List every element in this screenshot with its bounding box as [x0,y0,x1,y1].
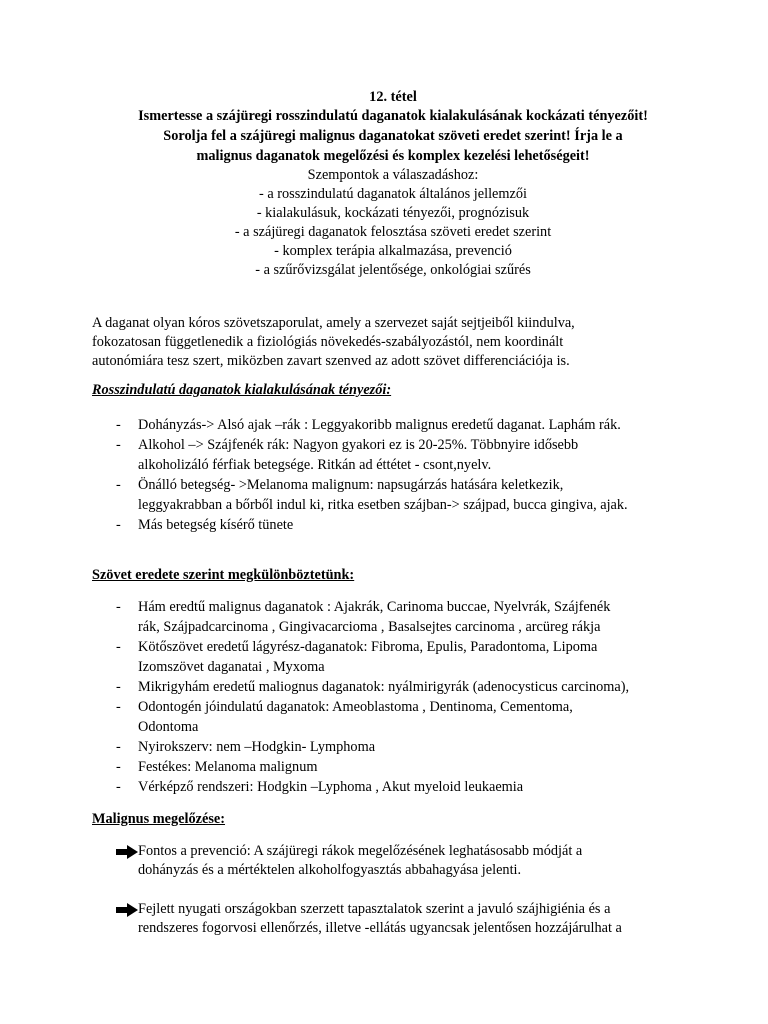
question-line-3: malignus daganatok megelőzési és komplex kezelési lehetőségeit! [196,148,590,164]
risk-item-line: alkoholizáló férfiak betegsége. Ritkán ad éttétet - csont,nyelv. [138,457,492,473]
bullet-dash: - [116,759,121,775]
bullet-dash: - [116,437,121,453]
criteria-item: - a rosszindulatú daganatok általános jellemzői [259,186,527,202]
tissue-item-line: Vérképző rendszeri: Hodgkin –Lyphoma , Akut myeloid leukaemia [138,779,524,795]
intro-line: fokozatosan függetlenedik a fiziológiás növekedés-szabályozástól, nem koordinált [92,334,564,350]
bullet-dash: - [116,679,121,695]
arrow-right-icon [115,845,139,859]
tissue-heading: Szövet eredete szerint megkülönböztetünk: [92,567,355,583]
bullet-dash: - [116,517,121,533]
criteria-item: - kialakulásuk, kockázati tényezői, prognózisuk [256,205,530,221]
criteria-item: - a szájüregi daganatok felosztása szöveti eredet szerint [234,224,552,240]
tissue-item-line: Odontoma [138,719,199,735]
criteria-title: Szempontok a válaszadáshoz: [307,167,479,183]
prevention-heading: Malignus megelőzése: [92,811,226,827]
prevention-item-line: Fejlett nyugati országokban szerzett tapasztalatok szerint a javuló szájhigiénia és a [138,901,611,917]
tissue-item-line: Izomszövet daganatai , Myxoma [138,659,325,675]
tissue-item-line: Mikrigyhám eredetű maliognus daganatok: nyálmirigyrák (adenocysticus carcinoma), [138,679,630,695]
intro-line: autonómiára tesz szert, miközben zavart szenved az adott szövet differenciációja is. [92,353,570,369]
tissue-item-line: Festékes: Melanoma malignum [138,759,318,775]
risk-item-line: Önálló betegség- >Melanoma malignum: napsugárzás hatására keletkezik, [138,477,564,493]
prevention-item-line: Fontos a prevenció: A szájüregi rákok megelőzésének leghatásosabb módját a [138,843,583,859]
bullet-dash: - [116,699,121,715]
criteria-item: - komplex terápia alkalmazása, prevenció [274,243,512,259]
item-number: 12. tétel [369,89,417,105]
question-line-2: Sorolja fel a szájüregi malignus daganatokat szöveti eredet szerint! Írja le a [163,128,623,144]
risk-item-line: Alkohol –> Szájfenék rák: Nagyon gyakori ez is 20-25%. Többnyire idősebb [138,437,579,453]
prevention-item-line: dohányzás és a mértéktelen alkoholfogyasztás abbahagyása jelenti. [138,862,522,878]
bullet-dash: - [116,779,121,795]
bullet-dash: - [116,639,121,655]
tissue-item-line: Odontogén jóindulatú daganatok: Ameoblastoma , Dentinoma, Cementoma, [138,699,573,715]
risk-item-line: Más betegség kísérő tünete [138,517,294,533]
arrow-right-icon [115,903,139,917]
prevention-item-line: rendszeres fogorvosi ellenőrzés, illetve -ellátás ugyancsak jelentősen hozzájárulhat a [138,920,622,936]
tissue-item-line: Nyirokszerv: nem –Hodgkin- Lymphoma [138,739,376,755]
risk-heading: Rosszindulatú daganatok kialakulásának tényezői: [92,382,392,398]
risk-item-line: Dohányzás-> Alsó ajak –rák : Leggyakoribb malignus eredetű daganat. Laphám rák. [138,417,621,433]
bullet-dash: - [116,477,121,493]
bullet-dash: - [116,599,121,615]
criteria-item: - a szűrővizsgálat jelentősége, onkológiai szűrés [255,262,531,278]
tissue-item-line: rák, Szájpadcarcinoma , Gingivacarcioma , Basalsejtes carcinoma , arcüreg rákja [138,619,601,635]
tissue-item-line: Hám eredtű malignus daganatok : Ajakrák, Carinoma buccae, Nyelvrák, Szájfenék [138,599,611,615]
bullet-dash: - [116,739,121,755]
intro-line: A daganat olyan kóros szövetszaporulat, amely a szervezet saját sejtjeiből kiindulva, [92,315,575,331]
tissue-item-line: Kötőszövet eredetű lágyrész-daganatok: Fibroma, Epulis, Paradontoma, Lipoma [138,639,598,655]
risk-item-line: leggyakrabban a bőrből indul ki, ritka esetben szájban-> szájpad, bucca gingiva, ajak. [138,497,628,513]
bullet-dash: - [116,417,121,433]
question-line-1: Ismertesse a szájüregi rosszindulatú daganatok kialakulásának kockázati tényezőit! [138,108,648,124]
